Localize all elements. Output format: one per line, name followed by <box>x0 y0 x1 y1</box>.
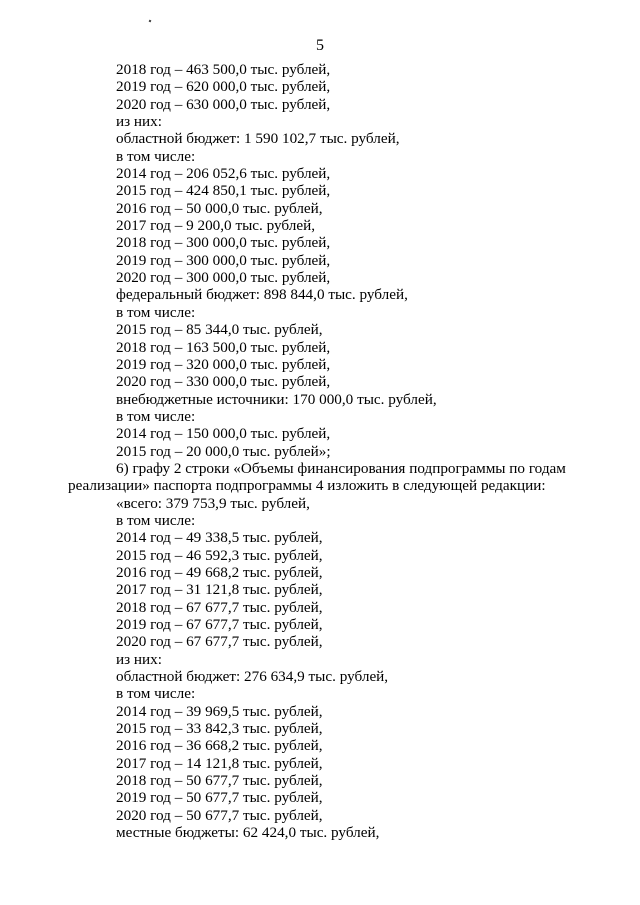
paragraph-continuation-line: реализации» паспорта подпрограммы 4 изложить в следующей редакции: <box>68 477 546 495</box>
text-line: 2020 год – 50 677,7 тыс. рублей, <box>116 806 323 824</box>
text-line: в том числе: <box>116 147 196 165</box>
text-line: 2018 год – 67 677,7 тыс. рублей, <box>116 598 323 616</box>
text-line: «всего: 379 753,9 тыс. рублей, <box>116 494 310 512</box>
text-line: 2018 год – 463 500,0 тыс. рублей, <box>116 61 331 78</box>
text-line: федеральный бюджет: 898 844,0 тыс. рублей, <box>116 286 408 304</box>
text-line: 2015 год – 85 344,0 тыс. рублей, <box>116 321 323 339</box>
text-line: 2016 год – 49 668,2 тыс. рублей, <box>116 563 323 581</box>
text-line: из них: <box>116 650 162 668</box>
text-line: 2020 год – 630 000,0 тыс. рублей, <box>116 95 331 113</box>
text-line: 2015 год – 33 842,3 тыс. рублей, <box>116 720 323 738</box>
paragraph-line: 6) графу 2 строки «Объемы финансирования подпрограммы по годам <box>116 459 566 477</box>
text-line: 2017 год – 31 121,8 тыс. рублей, <box>116 581 323 599</box>
text-line: 2018 год – 163 500,0 тыс. рублей, <box>116 338 331 356</box>
text-line: 2015 год – 424 850,1 тыс. рублей, <box>116 182 331 200</box>
text-line: 2015 год – 20 000,0 тыс. рублей»; <box>116 442 331 460</box>
text-line: 2018 год – 50 677,7 тыс. рублей, <box>116 772 323 790</box>
text-line: 2014 год – 206 052,6 тыс. рублей, <box>116 165 331 183</box>
text-line: в том числе: <box>116 303 196 321</box>
text-line: местные бюджеты: 62 424,0 тыс. рублей, <box>116 824 380 842</box>
text-line: областной бюджет: 1 590 102,7 тыс. рублей, <box>116 130 400 148</box>
text-line: в том числе: <box>116 685 196 703</box>
text-line: в том числе: <box>116 511 196 529</box>
text-line: в том числе: <box>116 407 196 425</box>
text-line: 2020 год – 67 677,7 тыс. рублей, <box>116 633 323 651</box>
text-line: 2019 год – 620 000,0 тыс. рублей, <box>116 78 331 96</box>
text-line: 2019 год – 50 677,7 тыс. рублей, <box>116 789 323 807</box>
text-line: 2019 год – 67 677,7 тыс. рублей, <box>116 616 323 633</box>
text-line: 2019 год – 320 000,0 тыс. рублей, <box>116 355 331 373</box>
text-line: областной бюджет: 276 634,9 тыс. рублей, <box>116 668 389 686</box>
text-line: 2017 год – 9 200,0 тыс. рублей, <box>116 217 316 235</box>
text-line: 2019 год – 300 000,0 тыс. рублей, <box>116 251 331 269</box>
scan-mark <box>149 20 152 23</box>
text-line: 2014 год – 39 969,5 тыс. рублей, <box>116 702 323 720</box>
text-line: 2016 год – 36 668,2 тыс. рублей, <box>116 737 323 755</box>
text-line: 2018 год – 300 000,0 тыс. рублей, <box>116 234 331 252</box>
text-line: из них: <box>116 113 162 131</box>
page-number: 5 <box>316 37 324 54</box>
text-line: 2014 год – 49 338,5 тыс. рублей, <box>116 529 323 547</box>
text-line: 2020 год – 300 000,0 тыс. рублей, <box>116 269 331 287</box>
text-line: 2014 год – 150 000,0 тыс. рублей, <box>116 425 331 443</box>
text-line: 2016 год – 50 000,0 тыс. рублей, <box>116 199 323 217</box>
document-body <box>0 61 640 841</box>
text-line: внебюджетные источники: 170 000,0 тыс. рублей, <box>116 390 437 408</box>
text-line: 2015 год – 46 592,3 тыс. рублей, <box>116 546 323 564</box>
text-line: 2020 год – 330 000,0 тыс. рублей, <box>116 373 331 391</box>
text-line: 2017 год – 14 121,8 тыс. рублей, <box>116 754 323 772</box>
